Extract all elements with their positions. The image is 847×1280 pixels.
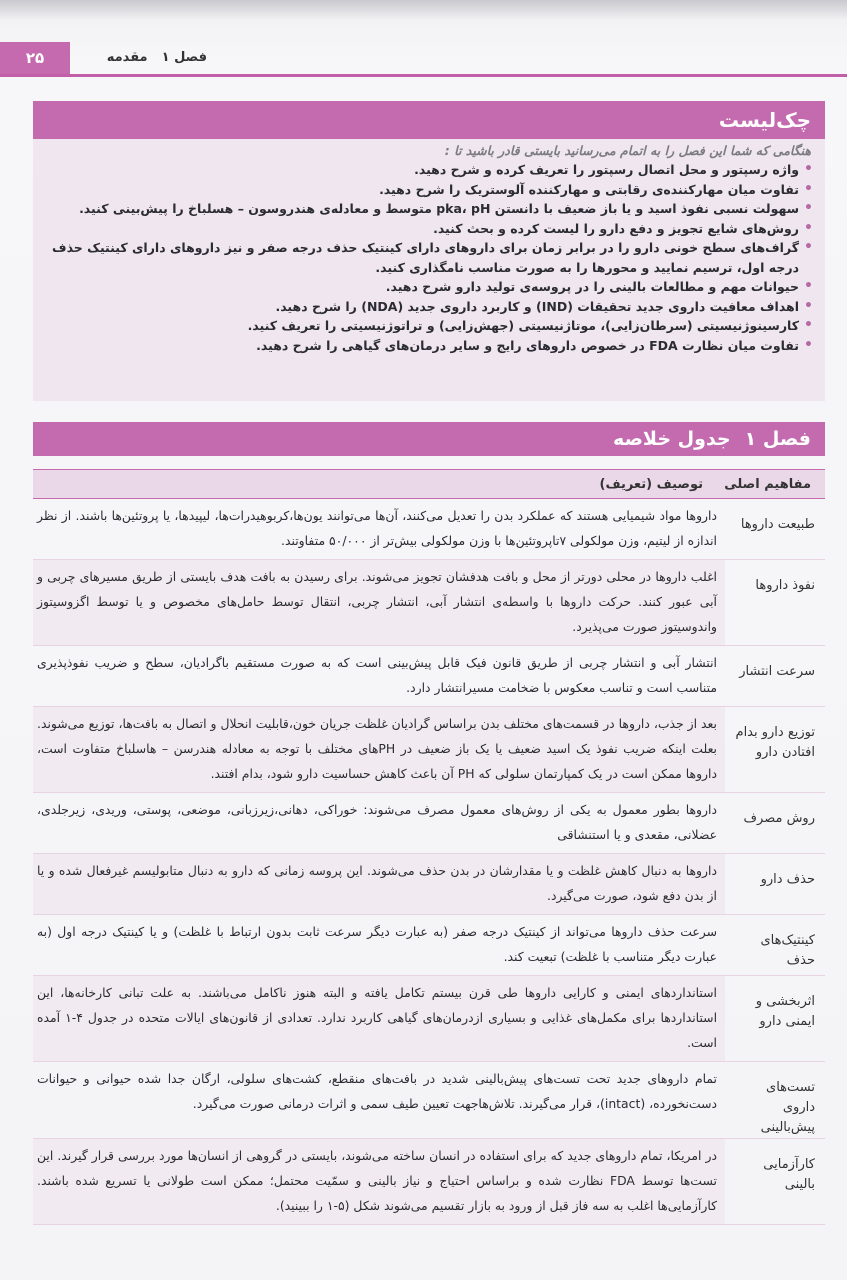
table-row [33, 915, 825, 976]
table-row [33, 499, 825, 560]
row-term: کینتیک‌های حذف [760, 933, 815, 968]
checklist-item: • تفاوت میان مهارکننده‌ی رقابتی و مهارکننده آلوستریک را شرح دهید. [41, 180, 813, 200]
column-header-concepts: مفاهیم اصلی [724, 476, 811, 492]
row-term: حذف دارو [760, 872, 815, 887]
table-row [33, 793, 825, 854]
table-row [33, 707, 825, 793]
row-term: توزیع دارو بدام افتادن دارو [735, 725, 815, 760]
row-description: تمام داروهای جدید تحت تست‌های پیش‌بالینی شدید در بافت‌های منقطع، کشت‌های سلولی، ارگان جدا شده حیوانی و حیوانات دست‌نخورده، (intact)، قرار می‌گیرند. تلاش‌هاجهت تعیین طیف سمی و اثرات درمانی صورت می‌گیرد. [37, 1071, 717, 1111]
row-description: اغلب داروها در محلی دورتر از محل و بافت هدفشان تجویز می‌شوند. برای رسیدن به بافت هدف بایستی از طریق مسیرهای چربی و آبی عبور کنند. حرکت داروها با واسطه‌ی انتشار آبی، انتشار چربی، انتقال توسط حامل‌های مخصوص و یا توسط اگزوسیتوز واندوسیتوز صورت می‌پذیرد. [33, 560, 725, 645]
row-description: انتشار آبی و انتشار چربی از طریق قانون فیک قابل پیش‌بینی است که به صورت مستقیم باگرادیان، سطح و ضریب نفوذپذیری متناسب است و تناسب معکوس با ضخامت مسیرانتشار دارد. [37, 655, 717, 695]
table-body [33, 499, 825, 1225]
row-description: بعد از جذب، داروها در قسمت‌های مختلف بدن براساس گرادیان غلظت جریان خون،قابلیت انحلال و اتصال به بافت‌ها، توزیع می‌شوند. بعلت اینکه ضریب نفوذ یک اسید ضعیف یا یک باز ضعیف در PHهای مختلف با توجه به معادله هندرسن – هاسلباخ متفاوت است، داروها ممکن است در یک کمپارتمان سلولی که PH آن باعث کاهش حساسیت دارو شود، بدام افتند. [33, 707, 725, 792]
table-row [33, 1139, 825, 1225]
checklist-item: • روش‌های شایع تجویز و دفع دارو را لیست کرده و بحث کنید. [41, 219, 813, 239]
row-description: داروها به دنبال کاهش غلظت و یا مقدارشان در بدن حذف می‌شوند. این پروسه زمانی که دارو به دنبال متابولیسم غیرفعال شده و یا از بدن دفع شود، صورت می‌گیرد. [33, 854, 725, 914]
table-row [33, 976, 825, 1062]
page-number: ۲۵ [0, 42, 70, 74]
column-header-description: توصیف (تعریف) [599, 476, 703, 492]
row-description: داروها مواد شیمیایی هستند که عملکرد بدن را تعدیل می‌کنند، آن‌ها می‌توانند یون‌ها،کربوهیدرات‌ها، لیپیدها، یا پروتئین‌ها باشند. از نظر اندازه از لیتیم، وزن مولکولی ۷تاپروتئین‌ها با وزن مولکولی بیش‌تر از ۵۰/۰۰۰ متفاوتند. [37, 508, 717, 548]
row-term: تست‌های داروی پیش‌بالینی [760, 1080, 815, 1135]
table-row [33, 560, 825, 646]
table-row [33, 854, 825, 915]
checklist-item: • سهولت نسبی نفوذ اسید و یا باز ضعیف با دانستن pka، pH متوسط و معادله‌ی هندروسون – هسلباخ را پیش‌بینی کنید. [41, 199, 813, 219]
row-term: اثربخشی و ایمنی دارو [755, 994, 815, 1029]
table-row [33, 646, 825, 707]
summary-header [33, 422, 825, 456]
running-head [107, 50, 207, 65]
checklist-item: • واژه رسپتور و محل اتصال رسپتور را تعریف کرده و شرح دهید. [41, 160, 813, 180]
row-term: سرعت انتشار [739, 664, 815, 679]
checklist-item: • تفاوت میان نظارت FDA در خصوص داروهای رایج و سایر درمان‌های گیاهی را شرح دهید. [41, 336, 813, 356]
chapter-title: مقدمه [106, 50, 148, 65]
chapter-number: فصل ۱ [161, 50, 207, 65]
table-row [33, 1062, 825, 1139]
row-term: کارآزمایی بالینی [763, 1157, 815, 1192]
checklist-intro: هنگامی که شما این فصل را به اتمام می‌رسانید بایستی قادر باشید تا : [444, 143, 811, 158]
checklist-item: • اهداف معافیت داروی جدید تحقیقات (IND) و کاربرد داروی جدید (NDA) را شرح دهید. [41, 297, 813, 317]
row-description: داروها بطور معمول به یکی از روش‌های معمول مصرف می‌شوند: خوراکی، دهانی،زیرزبانی، موضعی، پوستی، وریدی، زیرجلدی، عضلانی، مقعدی و یا استنشاقی [37, 802, 717, 842]
row-term: طبیعت داروها [740, 517, 815, 532]
checklist-item: • حیوانات مهم و مطالعات بالینی را در پروسه‌ی تولید دارو شرح دهید. [41, 277, 813, 297]
summary-title: جدول خلاصه [613, 428, 731, 450]
checklist-item: • کارسینوژنیسیتی (سرطان‌زایی)، موتاژنیسیتی (جهش‌زایی) و تراتوژنیسیتی را تعریف کنید. [41, 316, 813, 336]
checklist-items [33, 160, 825, 355]
row-term: نفوذ داروها [755, 578, 815, 593]
summary-chapter: فصل ۱ [744, 428, 811, 450]
table-column-headers [33, 469, 825, 499]
row-term: روش مصرف [743, 811, 815, 826]
summary-table [33, 422, 825, 1262]
checklist-title: چک‌لیست [33, 101, 825, 139]
page-header [0, 42, 847, 77]
checklist-box [33, 101, 825, 401]
checklist-item: • گراف‌های سطح خونی دارو را در برابر زمان برای داروهای دارای کینتیک حذف درجه صفر و نیز داروهای دارای کینتیک حذف درجه اول، ترسیم نمایید و محورها را به صورت مناسب نامگذاری کنید. [41, 238, 813, 277]
row-description: سرعت حذف داروها می‌تواند از کینتیک درجه صفر (به عبارت دیگر سرعت ثابت بدون ارتباط با غلظت) و یا کینتیک درجه اول (به عبارت دیگر متناسب با غلظت) تبعیت کند. [37, 924, 717, 964]
row-description: استانداردهای ایمنی و کارایی داروها طی قرن بیستم تکامل یافته و البته هنوز ناکامل می‌باشند. به علت تبانی کارخانه‌ها، این استانداردها برای مکمل‌های غذایی و بسیاری ازدرمان‌های گیاهی کاربرد ندارد. تعدادی از قانون‌های ایالات متحده در جدول ۴-۱ آمده است. [33, 976, 725, 1061]
row-description: در امریکا، تمام داروهای جدید که برای استفاده در انسان ساخته می‌شوند، بایستی در گروهی از انسان‌ها مورد بررسی قرار گیرند. این تست‌ها توسط FDA نظارت شده و براساس احتیاج و نیاز بالینی و سمّیت محتمل؛ ممکن است طولانی یا تسریع شده باشند. کارآزمایی‌ها اغلب به سه فاز قبل از ورود به بازار تقسیم می‌شوند شکل (۵-۱ را ببینید). [33, 1139, 725, 1224]
